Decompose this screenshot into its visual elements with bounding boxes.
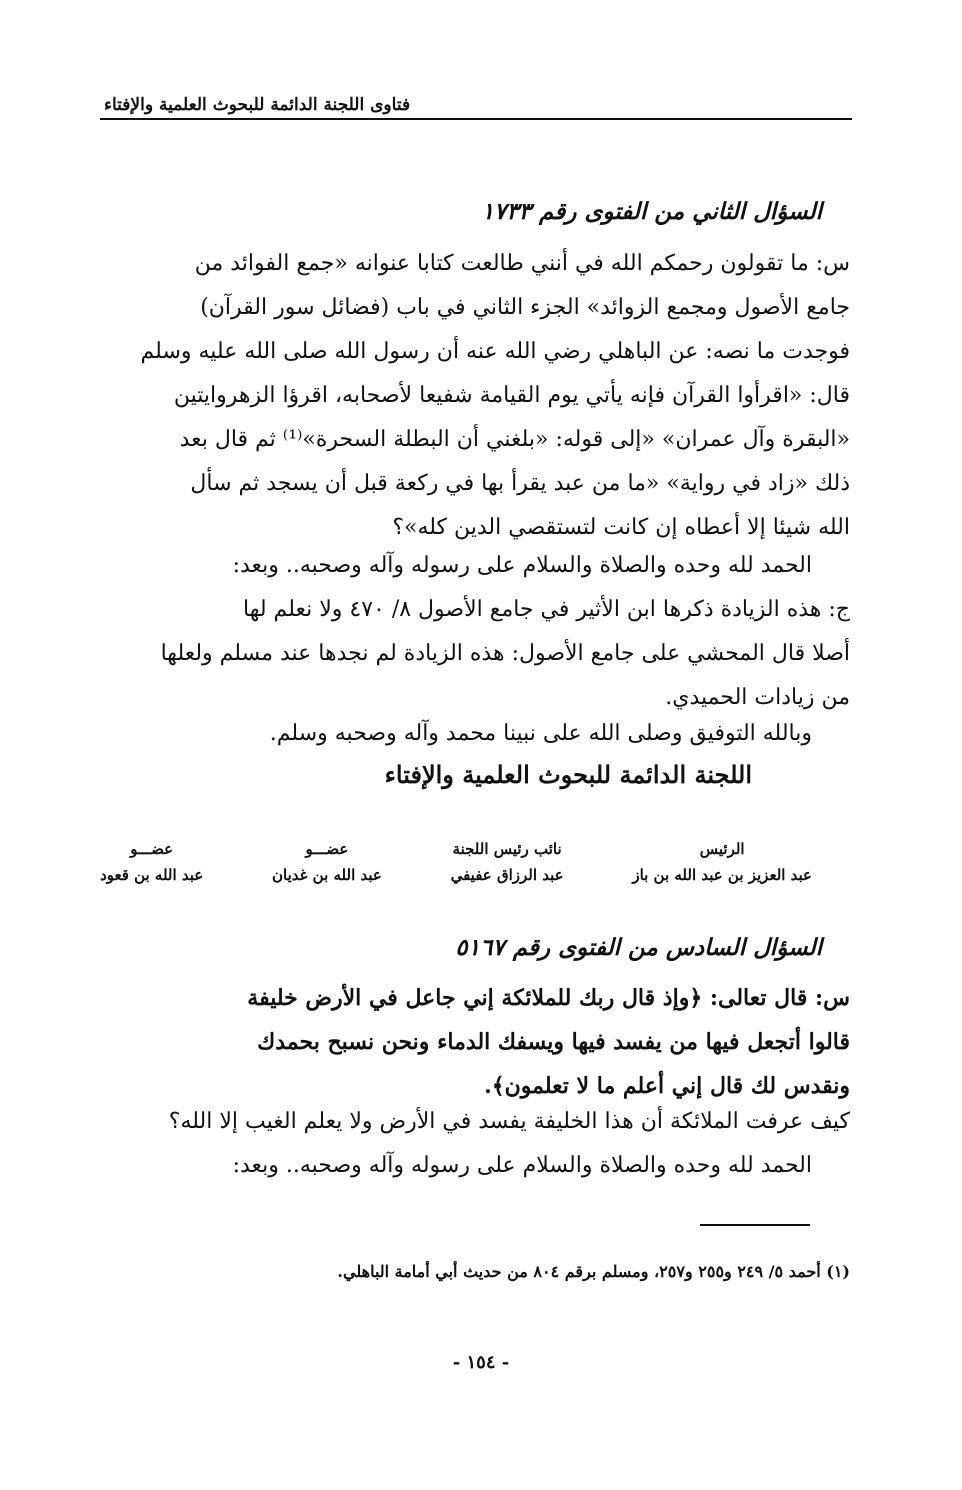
signatory — [272, 836, 382, 896]
question-line: جامع الأصول ومجمع الزوائد» الجزء الثاني في باب (فضائل سور القرآن) — [200, 295, 850, 320]
fatwa-2-heading: السؤال السادس من الفتوى رقم ٥١٦٧ — [455, 934, 822, 961]
question-line: فوجدت ما نصه: عن الباهلي رضي الله عنه أن رسول الله صلى الله عليه وسلم — [140, 339, 850, 364]
signatory-name: عبد الله بن قعود — [100, 866, 204, 884]
praise-line: الحمد لله وحده والصلاة والسلام على رسوله وآله وصحبه.. وبعد: — [232, 1153, 812, 1178]
signatory-role: عضـــو — [305, 840, 349, 858]
signatory — [451, 836, 564, 896]
question-tail-line: كيف عرفت الملائكة أن هذا الخليفة يفسد في الأرض ولا يعلم الغيب إلا الله؟ — [168, 1109, 850, 1134]
answer-line: أصلا قال المحشي على جامع الأصول: هذه الزيادة لم نجدها عند مسلم ولعلها — [160, 641, 850, 666]
question-line: الله شيئا إلا أعطاه إن كانت لتستقصي الدين كله»؟ — [392, 515, 850, 540]
committee-name: اللجنة الدائمة للبحوث العلمية والإفتاء — [384, 760, 752, 789]
fatwa-1-closing — [100, 712, 850, 756]
fatwa-1-heading: السؤال الثاني من الفتوى رقم ١٧٣٣ — [481, 198, 822, 225]
answer-line: من زيادات الحميدي. — [665, 685, 850, 710]
signatory-role: الرئيس — [699, 840, 745, 858]
signatory — [632, 836, 812, 896]
praise-line: الحمد لله وحده والصلاة والسلام على رسوله وآله وصحبه.. وبعد: — [232, 553, 812, 578]
fatwa-1-praise — [100, 544, 850, 588]
footnote: (١) أحمد ٥/ ٢٤٩ و٢٥٥ و٢٥٧، ومسلم برقم ٨٠٤ من حديث أبي أمامة الباهلي. — [337, 1262, 850, 1281]
signatory-role: عضـــو — [130, 840, 174, 858]
question-line: ونقدس لك قال إني أعلم ما لا تعلمون﴾. — [484, 1073, 850, 1099]
question-line: س: قال تعالى: ﴿وإذ قال ربك للملائكة إني جاعل في الأرض خليفة — [247, 985, 850, 1011]
closing-line: وبالله التوفيق وصلى الله على نبينا محمد وآله وصحبه وسلم. — [269, 721, 812, 746]
signatories — [100, 836, 812, 896]
answer-line: ج: هذه الزيادة ذكرها ابن الأثير في جامع الأصول ٨/ ٤٧٠ ولا نعلم لها — [243, 597, 850, 622]
signatory-name: عبد العزيز بن عبد الله بن باز — [632, 866, 812, 884]
signatory-role: نائب رئيس اللجنة — [452, 840, 562, 858]
header-title: فتاوى اللجنة الدائمة للبحوث العلمية والإفتاء — [104, 95, 411, 115]
question-line: س: ما تقولون رحمكم الله في أنني طالعت كتابا عنوانه «جمع الفوائد من — [194, 251, 850, 276]
question-line: قالوا أتجعل فيها من يفسد فيها ويسفك الدماء ونحن نسبح بحمدك — [257, 1029, 850, 1055]
question-line: قال: «اقرأوا القرآن فإنه يأتي يوم القيامة شفيعا لأصحابه، اقرؤا الزهروايتين — [173, 383, 850, 408]
running-header — [100, 92, 852, 120]
signatory — [100, 836, 203, 896]
question-line: «البقرة وآل عمران» «إلى قوله: «بلغني أن البطلة السحرة»⁽¹⁾ ثم قال بعد — [179, 427, 850, 452]
footnote-rule — [700, 1224, 810, 1226]
page-number: - ١٥٤ - — [452, 1352, 510, 1373]
fatwa-2-question — [100, 976, 850, 1108]
fatwa-2-praise — [100, 1144, 850, 1188]
signatory-name: عبد الرزاق عفيفي — [450, 866, 564, 884]
fatwa-2-question-tail — [100, 1100, 850, 1144]
question-line: ذلك «زاد في رواية» «ما من عبد يقرأ بها في ركعة قبل أن يسجد ثم سأل — [190, 471, 850, 496]
fatwa-1-answer — [100, 588, 850, 720]
fatwa-1-question — [100, 242, 850, 550]
signatory-name: عبد الله بن غديان — [271, 866, 382, 884]
